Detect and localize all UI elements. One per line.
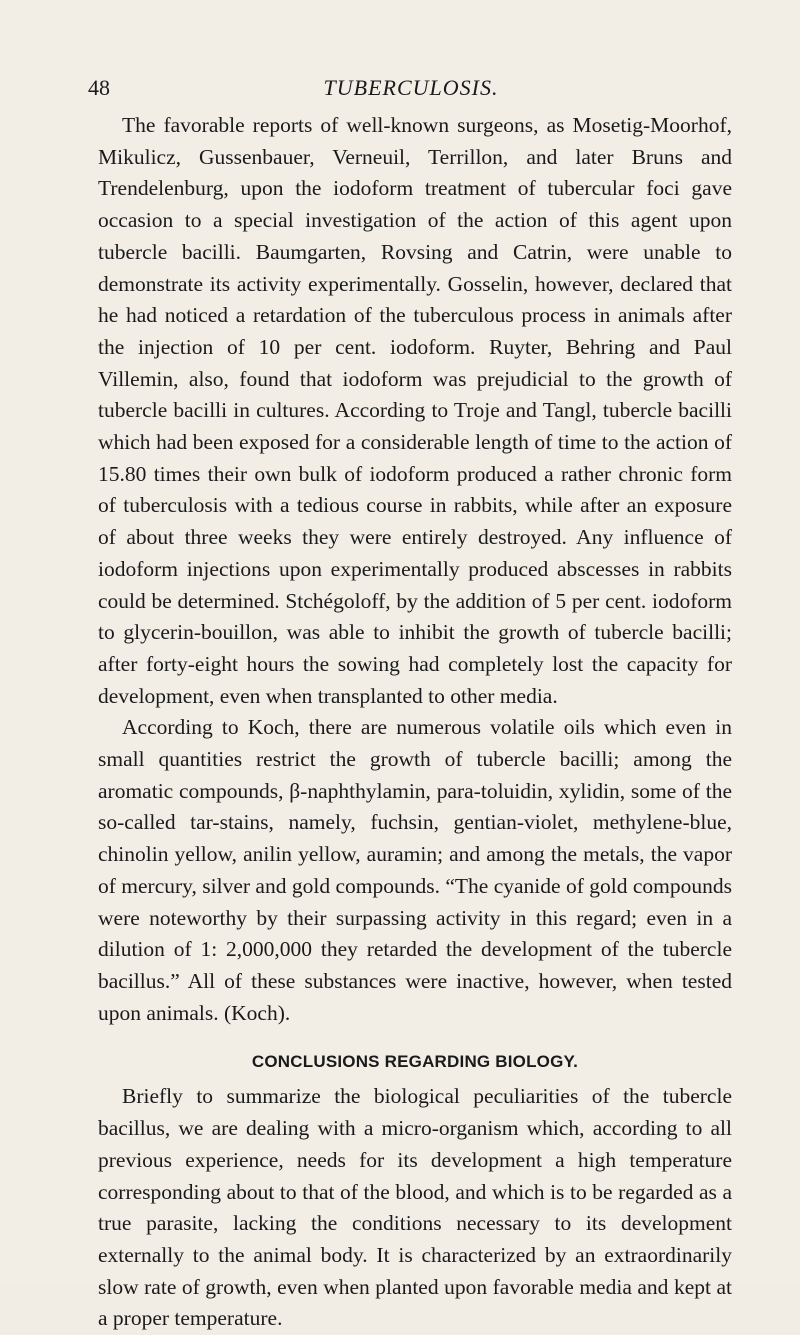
page-number: 48 bbox=[88, 75, 110, 100]
section-heading: CONCLUSIONS REGARDING BIOLOGY. bbox=[251, 1052, 579, 1072]
paragraph-koch-substances: According to Koch, there are numerous volatile oils which even in small quantities restrict the growth of tubercle bacilli; among the aromatic compounds, β-naphthylamin, para-toluidin, xylidin, some of the so-called tar-stains, namely, fuchsin, gentian-violet, methylene-blue, chinolin yellow, anilin yellow, auramin; and among the metals, the vapor of mercury, silver and gold compounds. “The cyanide of gold compounds were noteworthy by their surpassing activity in this regard; even in a dilution of 1: 2,000,000 they retarded the development of the tubercle bacillus.” All of these substances were inactive, however, when tested upon animals. (Koch). bbox=[98, 715, 732, 1025]
body-text bbox=[98, 110, 732, 1335]
running-title: TUBERCULOSIS. bbox=[323, 75, 499, 100]
paragraph-conclusions: Briefly to summarize the biological peculiarities of the tubercle bacillus, we are dealing with a micro-organism which, according to all previous experience, needs for its development a high temperature corresponding about to that of the blood, and which is to be regarded as a true parasite, lacking the conditions necessary to its development externally to the animal body. It is characterized by an extraordinarily slow rate of growth, even when planted upon favorable media and kept at a proper temperature. bbox=[98, 1084, 732, 1331]
running-head bbox=[88, 74, 734, 102]
paragraph-iodoform: The favorable reports of well-known surgeons, as Mosetig-Moorhof, Mikulicz, Gussenbauer, Verneuil, Terrillon, and later Bruns and Trendelenburg, upon the iodoform treatment of tubercular foci gave occasion to a special investigation of the action of this agent upon tubercle bacilli. Baumgarten, Rovsing and Catrin, were unable to demonstrate its activity experimentally. Gosselin, however, declared that he had noticed a retardation of the tuberculous process in animals after the injection of 10 per cent. iodoform. Ruyter, Behring and Paul Villemin, also, found that iodoform was prejudicial to the growth of tubercle bacilli in cultures. According to Troje and Tangl, tubercle bacilli which had been exposed for a considerable length of time to the action of 15.80 times their own bulk of iodoform produced a rather chronic form of tuberculosis with a tedious course in rabbits, while after an exposure of about three weeks they were entirely destroyed. Any influence of iodoform injections upon experimentally produced abscesses in rabbits could be determined. Stchégoloff, by the addition of 5 per cent. iodoform to glycerin-bouillon, was able to inhibit the growth of tubercle bacilli; after forty-eight hours the sowing had completely lost the capacity for development, even when transplanted to other media. bbox=[98, 113, 732, 708]
